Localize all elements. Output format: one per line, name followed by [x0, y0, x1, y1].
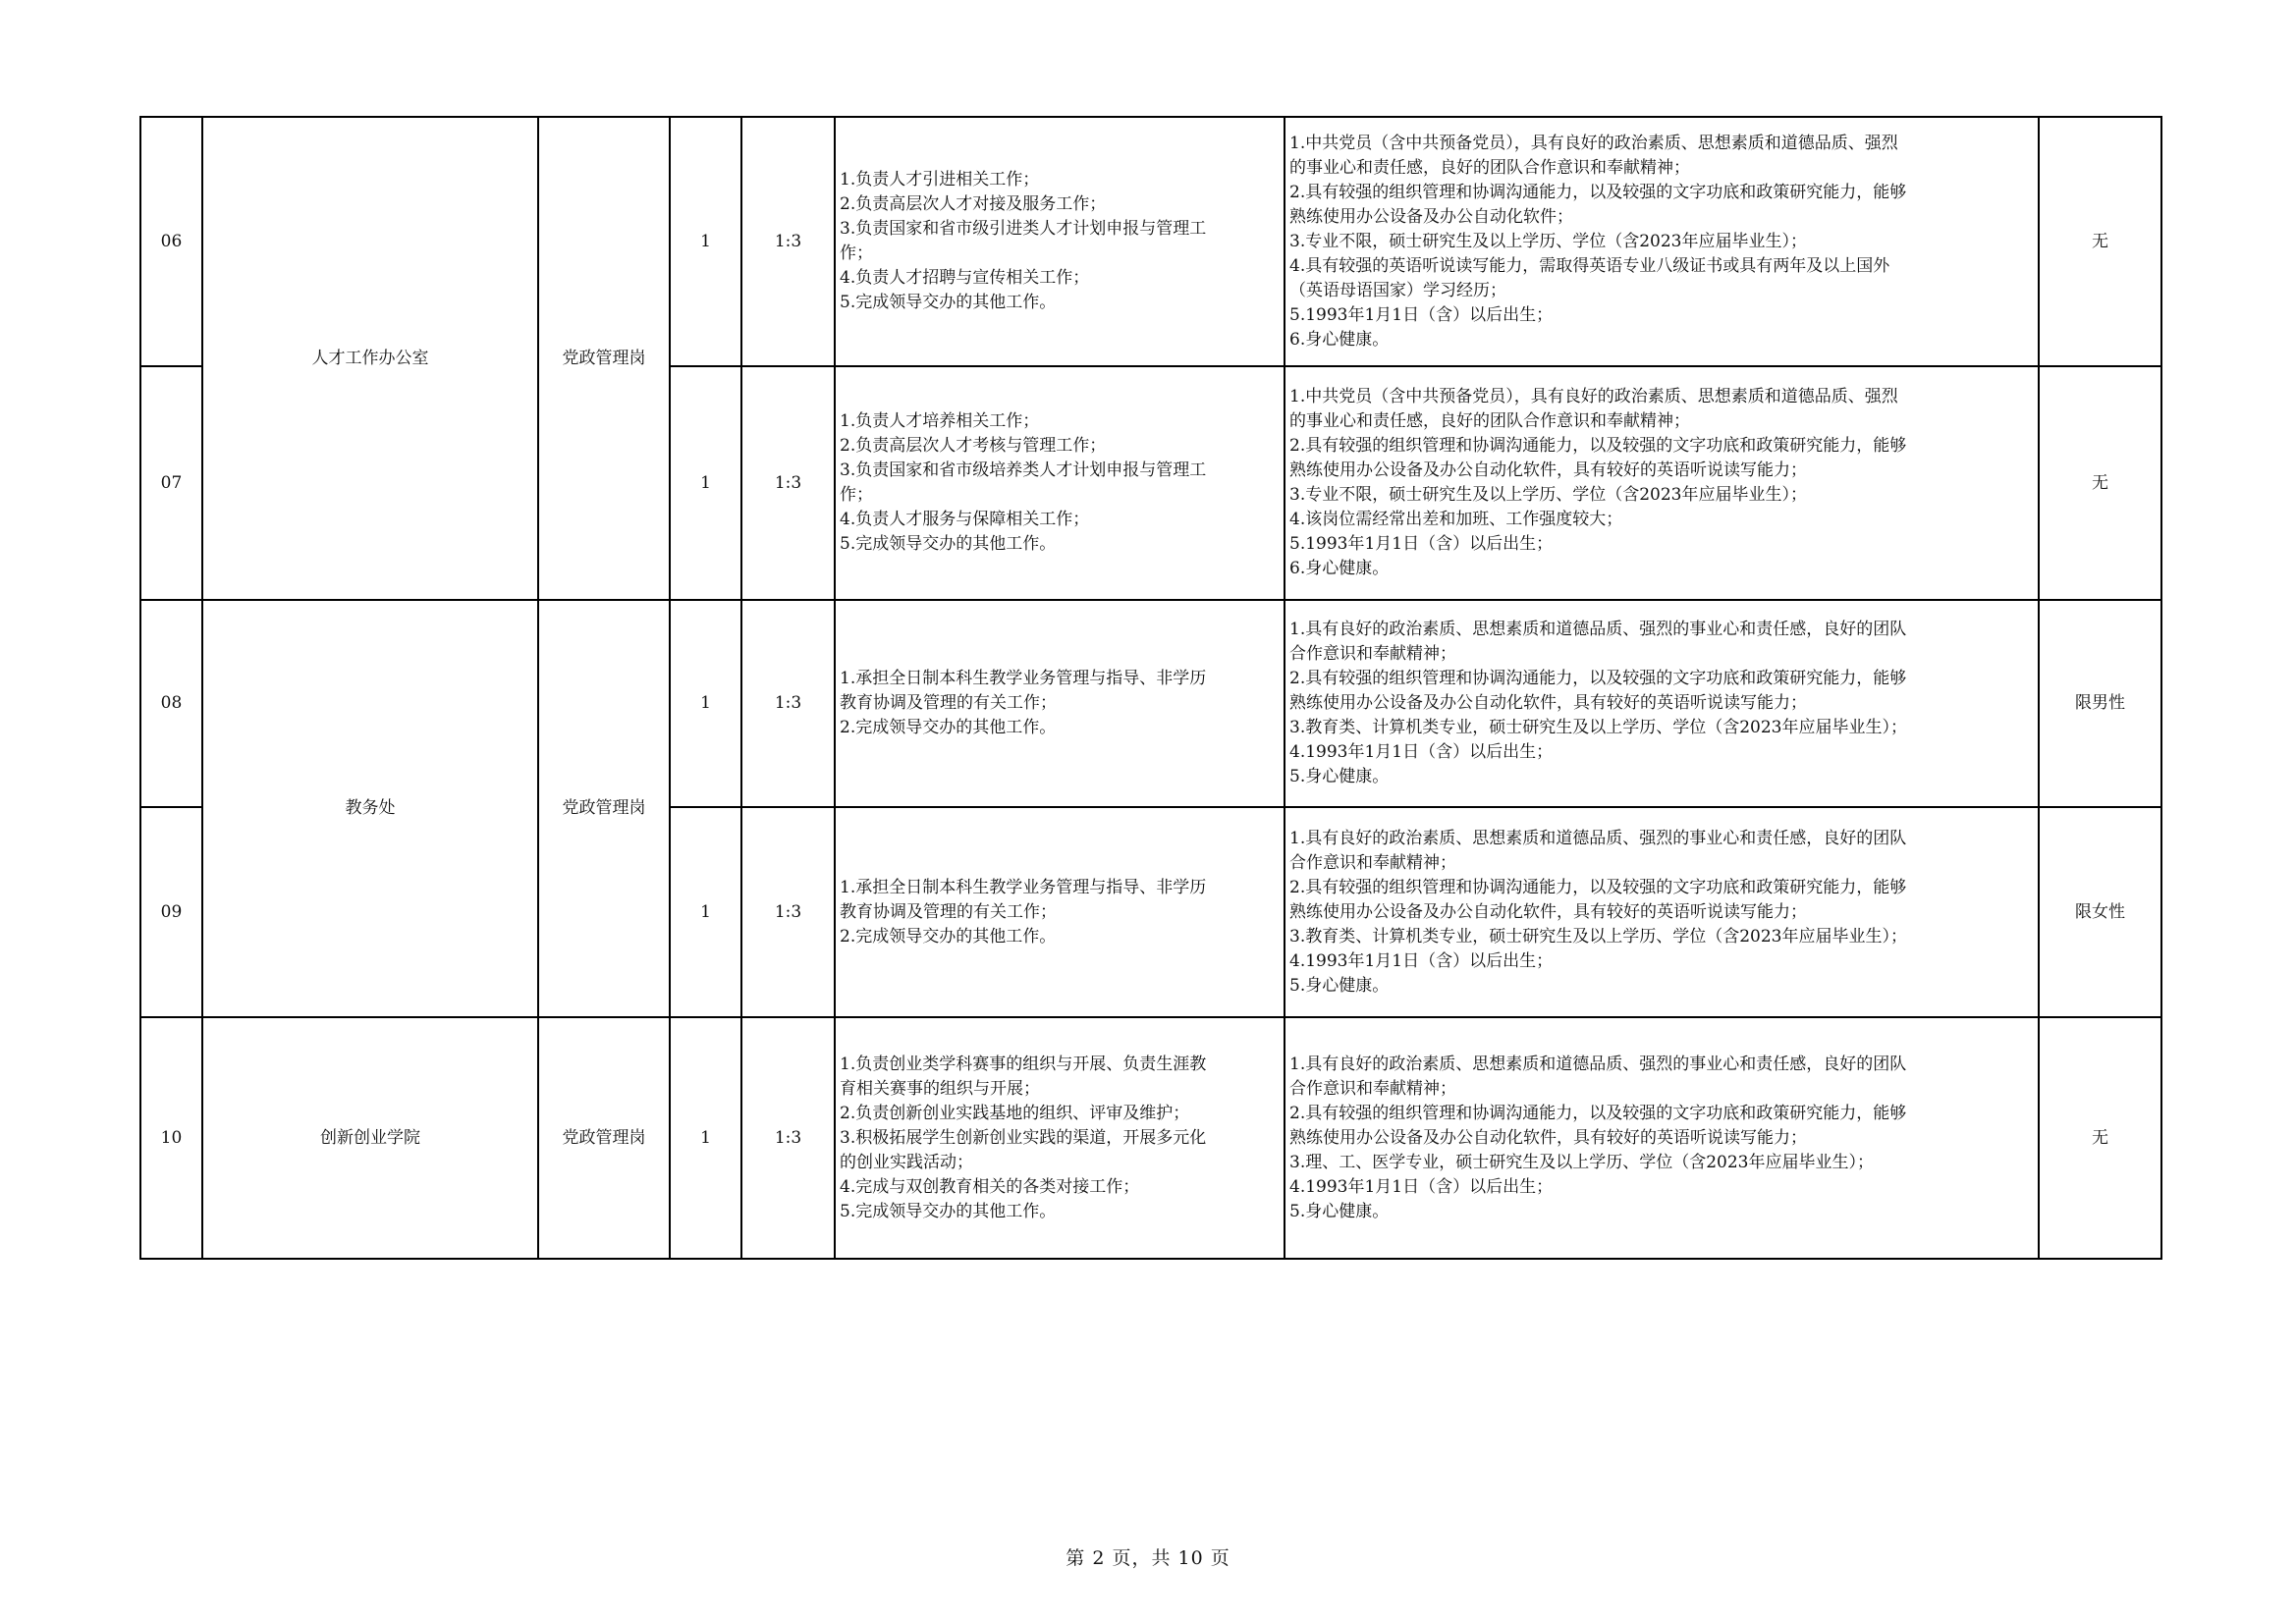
- hiring-count: 1: [670, 600, 741, 807]
- text-line: 熟练使用办公设备及办公自动化软件；: [1289, 206, 1573, 227]
- other-conditions: 限男性: [2039, 600, 2161, 807]
- text-line: 4.具有较强的英语听说读写能力，需取得英语专业八级证书或具有两年及以上国外: [1289, 255, 1890, 276]
- text-line: 2.负责创新创业实践基地的组织、评审及维护；: [840, 1103, 1190, 1123]
- text-line: 4.该岗位需经常出差和加班、工作强度较大；: [1289, 510, 1623, 529]
- text-line: 1.承担全日制本科生教学业务管理与指导、非学历: [840, 669, 1207, 688]
- text-line: 3.专业不限，硕士研究生及以上学历、学位（含2023年应届毕业生）；: [1289, 231, 1807, 251]
- position-number: 10: [140, 1017, 202, 1259]
- text-line: 2.完成领导交办的其他工作。: [840, 718, 1057, 737]
- text-line: 6.身心健康。: [1289, 559, 1390, 578]
- text-line: 3.专业不限，硕士研究生及以上学历、学位（含2023年应届毕业生）；: [1289, 485, 1807, 505]
- text-line: 2.具有较强的组织管理和协调沟通能力，以及较强的文字功底和政策研究能力，能够: [1289, 1103, 1907, 1123]
- department: 人才工作办公室: [202, 117, 538, 600]
- text-line: 熟练使用办公设备及办公自动化软件，具有较好的英语听说读写能力；: [1289, 901, 1807, 922]
- text-line: 作；: [840, 243, 873, 263]
- text-line: 2.具有较强的组织管理和协调沟通能力，以及较强的文字功底和政策研究能力，能够: [1289, 669, 1907, 688]
- text-line: 熟练使用办公设备及办公自动化软件，具有较好的英语听说读写能力；: [1289, 460, 1807, 480]
- position-number: 07: [140, 366, 202, 600]
- text-line: 5.身心健康。: [1289, 1201, 1390, 1221]
- interview-ratio: 1:3: [741, 1017, 835, 1259]
- text-line: 5.身心健康。: [1289, 767, 1390, 786]
- text-line: 的事业心和责任感，良好的团队合作意识和奉献精神；: [1289, 411, 1690, 431]
- hiring-count: 1: [670, 807, 741, 1017]
- text-line: 1.承担全日制本科生教学业务管理与指导、非学历: [840, 877, 1207, 897]
- post-category: 党政管理岗: [538, 117, 670, 600]
- text-line: 5.1993年1月1日（含）以后出生；: [1289, 534, 1554, 554]
- text-line: （英语母语国家）学习经历；: [1289, 280, 1506, 300]
- job-duties: [835, 117, 1285, 366]
- text-line: 4.负责人才招聘与宣传相关工作；: [840, 268, 1090, 288]
- text-line: 1.具有良好的政治素质、思想素质和道德品质、强烈的事业心和责任感，良好的团队: [1289, 828, 1907, 848]
- table-row: [140, 600, 2161, 807]
- job-requirements: [1285, 600, 2039, 807]
- position-number: 08: [140, 600, 202, 807]
- job-requirements: [1285, 807, 2039, 1017]
- text-line: 3.积极拓展学生创新创业实践的渠道，开展多元化: [840, 1127, 1207, 1148]
- post-category: 党政管理岗: [538, 600, 670, 1017]
- text-line: 1.中共党员（含中共预备党员），具有良好的政治素质、思想素质和道德品质、强烈: [1289, 133, 1898, 153]
- page-number: 第 2 页，共 10 页: [1066, 1547, 1230, 1569]
- department: 教务处: [202, 600, 538, 1017]
- text-line: 2.具有较强的组织管理和协调沟通能力，以及较强的文字功底和政策研究能力，能够: [1289, 182, 1907, 202]
- text-line: 熟练使用办公设备及办公自动化软件，具有较好的英语听说读写能力；: [1289, 1127, 1807, 1148]
- text-line: 1.具有良好的政治素质、思想素质和道德品质、强烈的事业心和责任感，良好的团队: [1289, 620, 1907, 639]
- text-line: 3.教育类、计算机类专业，硕士研究生及以上学历、学位（含2023年应届毕业生）；: [1289, 926, 1907, 947]
- hiring-count: 1: [670, 1017, 741, 1259]
- other-conditions: 无: [2039, 1017, 2161, 1259]
- position-number: 09: [140, 807, 202, 1017]
- text-line: 4.1993年1月1日（含）以后出生；: [1289, 950, 1554, 971]
- post-category: 党政管理岗: [538, 1017, 670, 1259]
- text-line: 的创业实践活动；: [840, 1152, 973, 1172]
- other-conditions: 无: [2039, 117, 2161, 366]
- text-line: 1.负责人才引进相关工作；: [840, 170, 1040, 189]
- text-line: 6.身心健康。: [1289, 329, 1390, 350]
- text-line: 5.完成领导交办的其他工作。: [840, 293, 1057, 312]
- job-requirements: [1285, 366, 2039, 600]
- table-row: [140, 1017, 2161, 1259]
- position-number: 06: [140, 117, 202, 366]
- text-line: 作；: [840, 485, 873, 505]
- text-line: 育相关赛事的组织与开展；: [840, 1078, 1040, 1099]
- job-duties: [835, 1017, 1285, 1259]
- text-line: 2.具有较强的组织管理和协调沟通能力，以及较强的文字功底和政策研究能力，能够: [1289, 436, 1907, 456]
- text-line: 5.身心健康。: [1289, 975, 1390, 996]
- text-line: 1.负责人才培养相关工作；: [840, 411, 1040, 431]
- text-line: 1.具有良好的政治素质、思想素质和道德品质、强烈的事业心和责任感，良好的团队: [1289, 1054, 1907, 1074]
- text-line: 2.负责高层次人才考核与管理工作；: [840, 436, 1107, 456]
- text-line: 4.1993年1月1日（含）以后出生；: [1289, 742, 1554, 762]
- text-line: 5.1993年1月1日（含）以后出生；: [1289, 304, 1554, 325]
- text-line: 3.理、工、医学专业，硕士研究生及以上学历、学位（含2023年应届毕业生）；: [1289, 1152, 1874, 1172]
- job-duties: [835, 807, 1285, 1017]
- job-requirements: [1285, 1017, 2039, 1259]
- text-line: 3.负责国家和省市级引进类人才计划申报与管理工: [840, 219, 1207, 239]
- job-duties: [835, 366, 1285, 600]
- interview-ratio: 1:3: [741, 366, 835, 600]
- job-duties: [835, 600, 1285, 807]
- other-conditions: 限女性: [2039, 807, 2161, 1017]
- hiring-count: 1: [670, 117, 741, 366]
- interview-ratio: 1:3: [741, 807, 835, 1017]
- text-line: 3.教育类、计算机类专业，硕士研究生及以上学历、学位（含2023年应届毕业生）；: [1289, 718, 1907, 737]
- other-conditions: 无: [2039, 366, 2161, 600]
- interview-ratio: 1:3: [741, 600, 835, 807]
- text-line: 教育协调及管理的有关工作；: [840, 901, 1057, 922]
- text-line: 合作意识和奉献精神；: [1289, 644, 1456, 664]
- text-line: 4.负责人才服务与保障相关工作；: [840, 510, 1090, 529]
- table-row: [140, 117, 2161, 366]
- text-line: 的事业心和责任感，良好的团队合作意识和奉献精神；: [1289, 157, 1690, 178]
- text-line: 2.完成领导交办的其他工作。: [840, 926, 1057, 947]
- text-line: 2.负责高层次人才对接及服务工作；: [840, 194, 1107, 214]
- text-line: 5.完成领导交办的其他工作。: [840, 534, 1057, 554]
- text-line: 1.中共党员（含中共预备党员），具有良好的政治素质、思想素质和道德品质、强烈: [1289, 387, 1898, 406]
- hiring-count: 1: [670, 366, 741, 600]
- text-line: 熟练使用办公设备及办公自动化软件，具有较好的英语听说读写能力；: [1289, 693, 1807, 713]
- text-line: 4.1993年1月1日（含）以后出生；: [1289, 1176, 1554, 1197]
- department: 创新创业学院: [202, 1017, 538, 1259]
- text-line: 教育协调及管理的有关工作；: [840, 693, 1057, 713]
- text-line: 1.负责创业类学科赛事的组织与开展、负责生涯教: [840, 1054, 1207, 1074]
- job-listing-table: [139, 116, 2162, 1260]
- text-line: 合作意识和奉献精神；: [1289, 852, 1456, 873]
- text-line: 3.负责国家和省市级培养类人才计划申报与管理工: [840, 460, 1207, 480]
- text-line: 合作意识和奉献精神；: [1289, 1078, 1456, 1099]
- interview-ratio: 1:3: [741, 117, 835, 366]
- text-line: 5.完成领导交办的其他工作。: [840, 1201, 1057, 1221]
- text-line: 2.具有较强的组织管理和协调沟通能力，以及较强的文字功底和政策研究能力，能够: [1289, 877, 1907, 897]
- text-line: 4.完成与双创教育相关的各类对接工作；: [840, 1176, 1140, 1197]
- job-requirements: [1285, 117, 2039, 366]
